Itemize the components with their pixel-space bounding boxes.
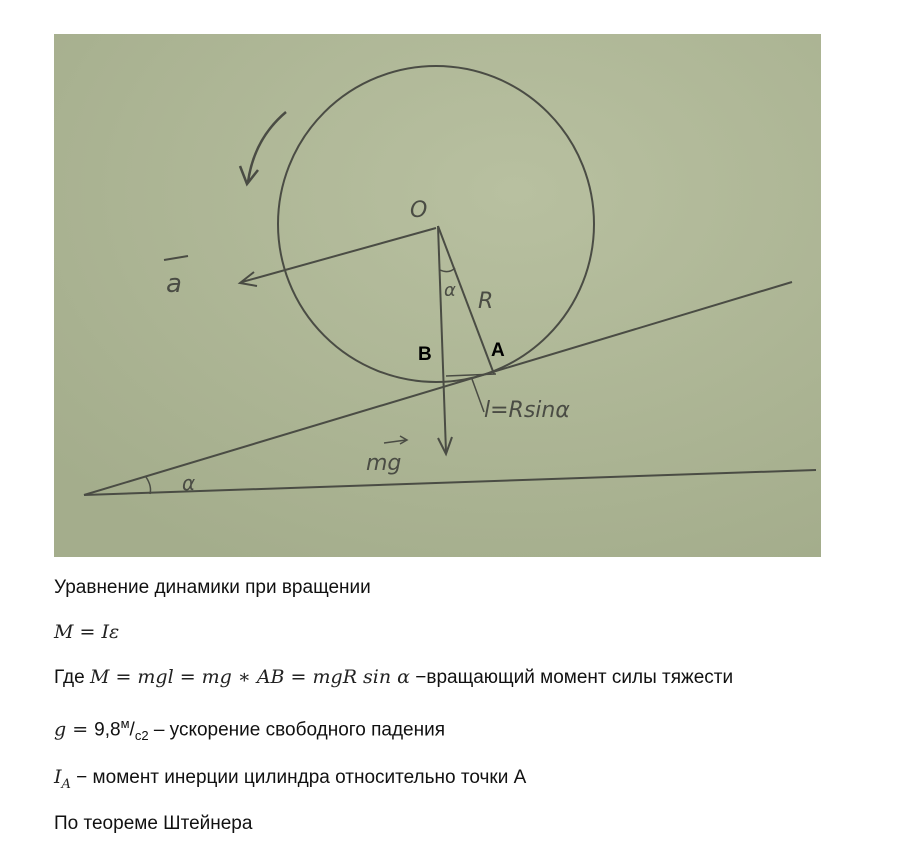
label-mg: mg (366, 451, 402, 476)
text-line-inertia (54, 765, 526, 797)
label-alpha-bottom: α (182, 471, 196, 495)
label-o: O (410, 198, 428, 223)
label-l-equation: l=Rsinα (484, 398, 570, 423)
g-value: 9,8 (94, 719, 121, 741)
math-g-equals: g = (54, 718, 95, 741)
label-a: A (491, 340, 505, 361)
g-unit-den-sup: 2 (141, 728, 149, 744)
label-r: R (478, 289, 494, 314)
text-line-steiner: По теореме Штейнера (54, 813, 253, 834)
label-a-vec: a (166, 269, 182, 299)
torque-suffix: −вращающий момент силы тяжести (409, 667, 734, 688)
text-line-torque (54, 665, 733, 690)
math-m-equals-i-epsilon: M = Iε (54, 621, 120, 643)
math-torque: M = mgl = mg ∗ AB = mgR sin α (89, 666, 410, 688)
torque-prefix: Где (54, 667, 90, 688)
label-b: B (418, 344, 432, 365)
inertia-suffix: − момент инерции цилиндра относительно точки А (70, 767, 527, 788)
g-unit-num: м (120, 716, 130, 731)
label-alpha-top: α (444, 280, 456, 301)
gravity-suffix: – ускорение свободного падения (148, 719, 446, 741)
text-line-moment-equation (54, 620, 119, 645)
math-i-sub: A (61, 776, 71, 792)
text-line-dynamics-equation: Уравнение динамики при вращении (54, 577, 371, 598)
text-line-gravity: $g = 9,8^м/_{с2}$ – ускорение свободного падения (54, 716, 446, 744)
diagram-photo (54, 34, 821, 557)
math-i: I (54, 766, 62, 788)
inclined-plane-diagram (54, 34, 821, 557)
g-unit-den: с (134, 728, 142, 744)
